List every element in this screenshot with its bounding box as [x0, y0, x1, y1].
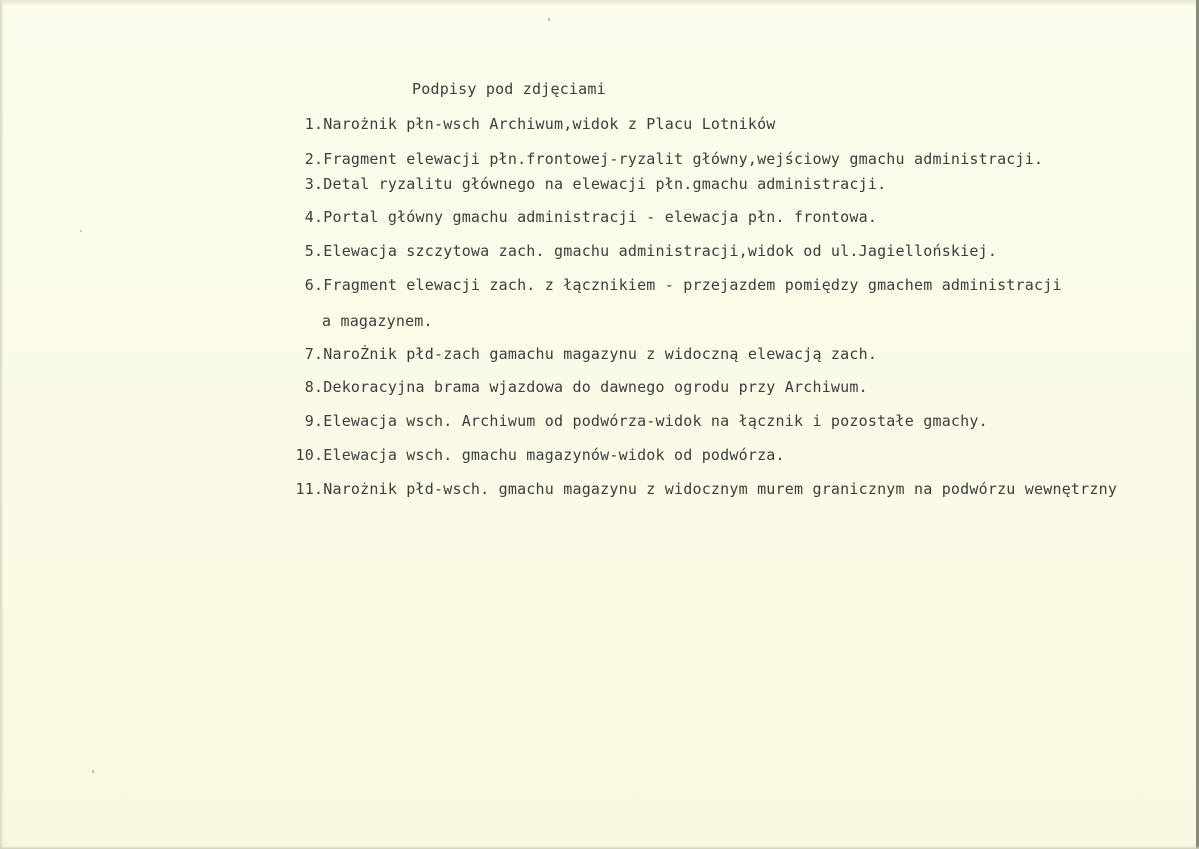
- caption-text: .Fragment elewacji zach. z łącznikiem - przejazdem pomiędzy gmachem administracji: [314, 276, 1062, 294]
- caption-line: [280, 412, 988, 430]
- caption-line: [280, 378, 868, 396]
- caption-text: .NaroŻnik płd-zach gamachu magazynu z widoczną elewacją zach.: [314, 345, 878, 363]
- caption-text: .Elewacja wsch. gmachu magazynów-widok od podwórza.: [314, 446, 785, 464]
- caption-number: 9: [304, 412, 314, 430]
- caption-text: .Elewacja wsch. Archiwum od podwórza-widok na łącznik i pozostałe gmachy.: [314, 412, 988, 430]
- caption-number: 2: [304, 150, 314, 168]
- caption-continuation: a magazynem.: [322, 312, 433, 330]
- caption-text: .Elewacja szczytowa zach. gmachu administracji,widok od ul.Jagiellońskiej.: [314, 242, 998, 260]
- caption-line: [280, 242, 997, 260]
- caption-text: .Narożnik płd-wsch. gmachu magazynu z widocznym murem granicznym na podwórzu wewnętrzny: [314, 480, 1118, 498]
- caption-number: 7: [304, 345, 314, 363]
- caption-line: [280, 115, 776, 133]
- page-title: Podpisy pod zdjęciami: [412, 80, 606, 98]
- caption-line: [280, 150, 1043, 168]
- paper-speck: [92, 770, 94, 773]
- caption-line: [280, 480, 1199, 498]
- caption-line: [280, 276, 1062, 294]
- caption-line: [280, 175, 886, 193]
- caption-text: .Portal główny gmachu administracji - elewacja płn. frontowa.: [314, 208, 878, 226]
- caption-number: 6: [304, 276, 314, 294]
- caption-number: 10: [295, 446, 314, 464]
- caption-line: [280, 345, 877, 363]
- page-edge-left: [0, 0, 4, 849]
- caption-number: 5: [304, 242, 314, 260]
- caption-number: 11: [295, 480, 314, 498]
- page-edge-top: [0, 0, 1199, 6]
- caption-number: 4: [304, 208, 314, 226]
- caption-number: 1: [304, 115, 314, 133]
- caption-text: .Narożnik płn-wsch Archiwum,widok z Placu Lotników: [314, 115, 776, 133]
- paper-speck: [548, 18, 550, 21]
- caption-line: [280, 446, 785, 464]
- caption-number: 8: [304, 378, 314, 396]
- caption-number: 3: [304, 175, 314, 193]
- caption-text: .Detal ryzalitu głównego na elewacji płn.gmachu administracji.: [314, 175, 887, 193]
- caption-text: .Fragment elewacji płn.frontowej-ryzalit główny,wejściowy gmachu administracji.: [314, 150, 1044, 168]
- caption-line: [280, 208, 877, 226]
- caption-text: .Dekoracyjna brama wjazdowa do dawnego ogrodu przy Archiwum.: [314, 378, 868, 396]
- paper-speck: [80, 230, 82, 232]
